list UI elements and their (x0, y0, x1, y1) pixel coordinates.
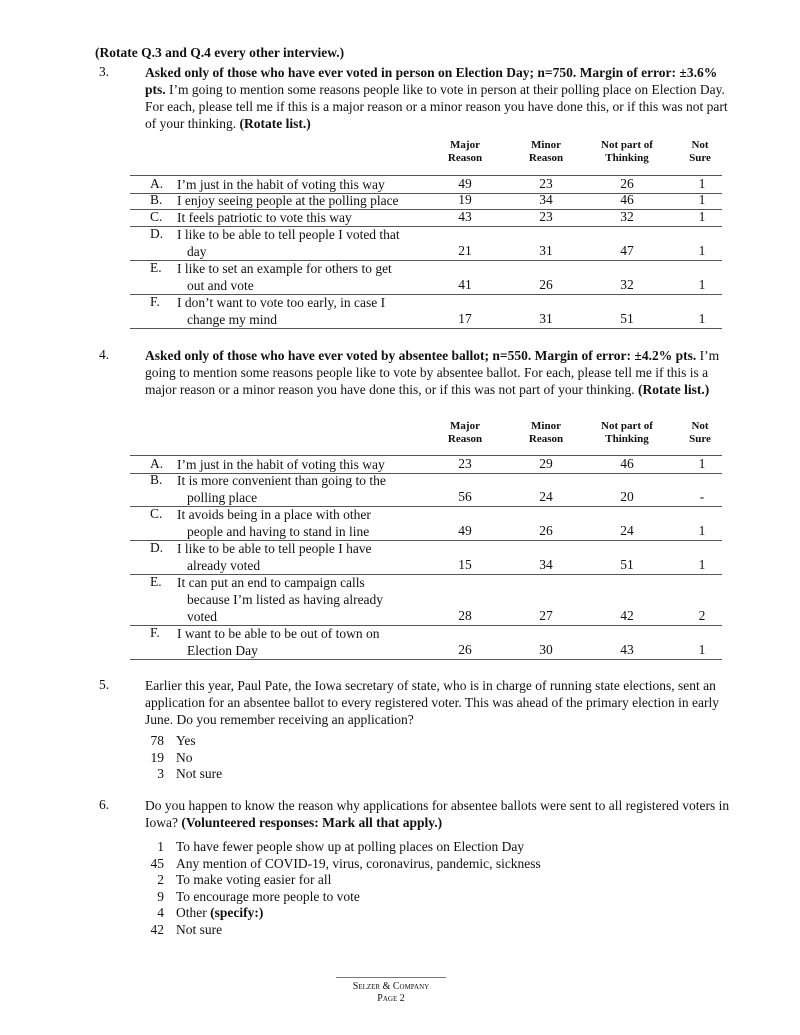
table-row (130, 209, 722, 227)
row-label: I don’t want to vote too early, in case I change my mind (177, 295, 386, 327)
value-notpart: 46 (620, 192, 634, 207)
value-notpart: 32 (620, 209, 634, 224)
value-minor: 26 (539, 523, 553, 538)
option-label: Any mention of COVID-19, virus, coronavirus, pandemic, sickness (176, 855, 541, 871)
value-notpart: 43 (620, 642, 634, 657)
row-label: It is more convenient than going to the polling place (177, 473, 386, 505)
value-minor: 30 (539, 642, 553, 657)
option-value: 2 (157, 872, 164, 888)
row-label: It avoids being in a place with other people and having to stand in line (177, 507, 371, 539)
value-notpart: 26 (620, 176, 634, 191)
footer-rule (336, 977, 446, 978)
option-label: Not sure (176, 922, 223, 937)
q4-header-major: Major Reason (447, 420, 483, 445)
option-value: 78 (150, 733, 164, 748)
option-value: 4 (157, 905, 164, 921)
list-item (142, 922, 222, 939)
table-row (130, 574, 722, 626)
q3-header-major: Major Reason (447, 139, 483, 164)
row-letter: C. (150, 506, 163, 521)
list-item (142, 766, 222, 783)
list-item (142, 856, 541, 873)
value-notpart: 32 (620, 277, 634, 292)
row-letter: F. (150, 294, 160, 309)
list-item (142, 889, 360, 906)
option-value: 45 (150, 855, 164, 871)
row-letter: A. (150, 456, 164, 471)
row-letter: D. (150, 226, 164, 241)
footer (300, 981, 482, 1005)
row-letter: B. (150, 192, 163, 207)
row-label: It feels patriotic to vote this way (177, 210, 352, 225)
row-letter: B. (150, 472, 163, 487)
row-label: It can put an end to campaign calls because I’m listed as having already voted (177, 575, 384, 624)
q6-body-text: Do you happen to know the reason why applications for absentee ballots were sent to all registered voters in Iowa? (145, 798, 730, 830)
table-row (130, 472, 722, 507)
list-item (142, 839, 524, 856)
value-major: 43 (458, 209, 472, 224)
value-minor: 26 (539, 277, 553, 292)
value-notsure: 1 (698, 523, 706, 538)
option-label: To have fewer people show up at polling places on Election Day (176, 839, 525, 854)
table-row (130, 540, 722, 575)
value-major: 17 (458, 311, 472, 326)
row-label: I like to be able to tell people I have already voted (177, 541, 372, 573)
row-label: I’m just in the habit of voting this way (177, 457, 385, 472)
value-notpart: 51 (620, 557, 634, 572)
value-major: 15 (458, 557, 472, 572)
value-minor: 23 (539, 176, 553, 191)
option-label: Other (176, 905, 211, 921)
q4-header-notpart: Not part of Thinking (601, 420, 653, 445)
q3-header-minor: Minor Reason (528, 139, 564, 164)
value-major: 56 (458, 489, 472, 504)
option-value: 1 (157, 839, 164, 854)
q4-body-text: I’m going to mention some reasons people like to vote by absentee ballot. For each, please tell me if this is a major reason or a minor reason you have done this, or if this was not part of your thinking. (145, 348, 720, 397)
value-notpart: 51 (620, 311, 634, 326)
q3-number: 3. (99, 64, 110, 79)
table-row (130, 294, 722, 329)
q4-rotate: (Rotate list.) (638, 382, 710, 397)
rotate-note: (Rotate Q.3 and Q.4 every other interview.) (95, 45, 345, 60)
value-major: 28 (458, 608, 472, 623)
value-major: 21 (458, 243, 472, 258)
row-label: I like to set an example for others to get out and vote (177, 261, 392, 293)
value-notpart: 47 (620, 243, 634, 258)
value-minor: 24 (539, 489, 553, 504)
row-label: I want to be able to be out of town on Election Day (177, 626, 380, 658)
value-notsure: 1 (698, 192, 706, 207)
row-letter: F. (150, 625, 160, 640)
value-notsure: 1 (698, 277, 706, 292)
value-minor: 34 (539, 557, 553, 572)
row-letter: A. (150, 176, 164, 191)
value-notpart: 42 (620, 608, 634, 623)
row-letter: C. (150, 209, 163, 224)
option-label: No (176, 749, 193, 765)
value-major: 26 (458, 642, 472, 657)
value-notsure: 1 (698, 243, 706, 258)
q4-header-minor: Minor Reason (528, 420, 564, 445)
q3-body-text: I’m going to mention some reasons people like to vote in person at their polling place on Election Day. For each, please tell me if this is a major reason or a minor reason you have done this, or if this was not part of your thinking. (145, 82, 728, 131)
value-notsure: 1 (698, 642, 706, 657)
q4-text (145, 347, 730, 398)
value-major: 19 (458, 192, 472, 207)
value-minor: 31 (539, 243, 553, 258)
row-label: I like to be able to tell people I voted that day (177, 227, 400, 259)
q3-text (145, 64, 730, 132)
q5-number: 5. (99, 677, 110, 692)
footer-page: Page 2 (377, 993, 405, 1004)
value-major: 49 (458, 176, 472, 191)
value-notpart: 20 (620, 489, 634, 504)
option-value: 42 (150, 922, 164, 937)
value-notsure: 2 (698, 608, 706, 623)
option-value: 3 (157, 766, 164, 782)
value-notsure: 1 (698, 311, 706, 326)
table-row (130, 260, 722, 295)
table-row (130, 625, 722, 660)
row-letter: E. (150, 574, 162, 589)
value-notsure: 1 (698, 557, 706, 572)
option-label: To make voting easier for all (176, 872, 332, 888)
q4-number: 4. (99, 347, 110, 362)
q3-header-notpart: Not part of Thinking (601, 139, 653, 164)
value-notsure: 1 (698, 176, 706, 191)
value-minor: 29 (539, 456, 553, 471)
value-minor: 34 (539, 192, 553, 207)
q6-bold-text: (Volunteered responses: Mark all that apply.) (181, 815, 443, 830)
option-label: Not sure (176, 766, 223, 782)
value-minor: 23 (539, 209, 553, 224)
q4-bold-text: Asked only of those who have ever voted by absentee ballot; n=550. Margin of error: ±4.2% pts. (145, 348, 697, 363)
option-value: 19 (150, 749, 164, 765)
value-major: 41 (458, 277, 472, 292)
value-minor: 31 (539, 311, 553, 326)
value-notpart: 46 (620, 456, 634, 471)
value-notsure: - (699, 489, 705, 504)
list-item (142, 905, 263, 922)
footer-company: Selzer & Company (352, 981, 430, 992)
list-item (142, 750, 193, 767)
table-row (130, 506, 722, 541)
row-label: I’m just in the habit of voting this way (177, 177, 385, 192)
option-label: To encourage more people to vote (176, 888, 360, 904)
q3-header-notsure: Not Sure (689, 139, 711, 164)
value-major: 49 (458, 523, 472, 538)
q3-rotate: (Rotate list.) (239, 116, 311, 131)
option-value: 9 (157, 888, 164, 904)
q3-bold-text: Asked only of those who have ever voted in person on Election Day; n=750. Margin of error: ±3.6% pts. (145, 65, 718, 97)
q5-text: Earlier this year, Paul Pate, the Iowa secretary of state, who is in charge of running state elections, sent an application for an absentee ballot to every registered voter. This was ahead of the primary election in early June. Do you remember receiving an application? (145, 678, 720, 727)
list-item (142, 872, 331, 889)
table-row (130, 226, 722, 261)
row-label: I enjoy seeing people at the polling place (177, 193, 399, 208)
value-minor: 27 (539, 608, 553, 623)
option-label: Yes (176, 733, 196, 748)
table-row (130, 192, 722, 210)
row-letter: E. (150, 260, 162, 275)
option-bold: (specify:) (210, 905, 264, 921)
value-notpart: 24 (620, 523, 634, 538)
list-item (142, 733, 196, 750)
q6-number: 6. (99, 797, 110, 812)
q6-text (145, 797, 730, 831)
q4-header-notsure: Not Sure (689, 420, 711, 445)
value-notsure: 1 (698, 456, 706, 471)
value-notsure: 1 (698, 209, 706, 224)
value-major: 23 (458, 456, 472, 471)
row-letter: D. (150, 540, 164, 555)
